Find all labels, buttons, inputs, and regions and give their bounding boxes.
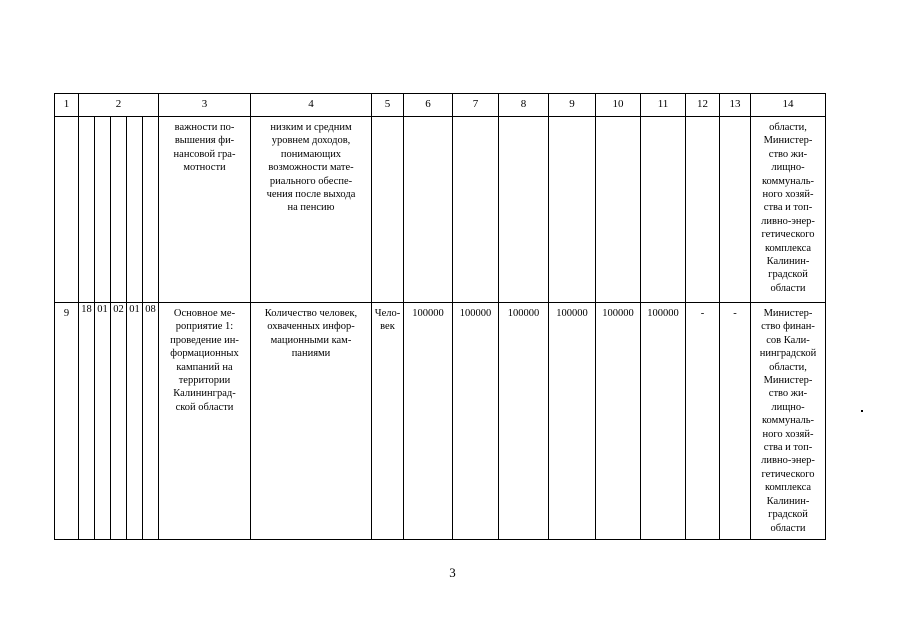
row2-col6-cell xyxy=(404,303,453,540)
row2-value-10: 100000 xyxy=(602,308,634,319)
row2-col3-cell xyxy=(159,303,251,540)
row1-col11-cell xyxy=(641,117,686,303)
row1-code-cell xyxy=(95,117,111,303)
row1-col10-cell xyxy=(596,117,641,303)
header-col-4: 4 xyxy=(251,94,372,117)
row2-number: 9 xyxy=(63,308,70,319)
row1-code-cell xyxy=(143,117,159,303)
header-row xyxy=(55,94,826,117)
header-col-7: 7 xyxy=(453,94,499,117)
row2-value-12: - xyxy=(700,308,705,319)
row1-col13-cell xyxy=(720,117,751,303)
row2-event-name: Основное ме- роприятие 1: проведение ин- формационных кампаний на территории Калининград- ской области xyxy=(170,308,239,413)
row2-value-11: 100000 xyxy=(647,308,679,319)
table-row xyxy=(55,303,826,540)
row1-col8-cell xyxy=(499,117,549,303)
margin-dot xyxy=(861,410,863,412)
row1-code-cell xyxy=(79,117,95,303)
header-col-11: 11 xyxy=(641,94,686,117)
row2-col12-cell xyxy=(686,303,720,540)
row2-value-13: - xyxy=(733,308,737,319)
header-col-9: 9 xyxy=(549,94,596,117)
header-col-14: 14 xyxy=(751,94,826,117)
row1-col5-cell xyxy=(372,117,404,303)
row2-code-cell: 02 xyxy=(111,303,127,540)
row2-num-cell xyxy=(55,303,79,540)
header-col-5: 5 xyxy=(372,94,404,117)
page-number: 3 xyxy=(449,565,456,580)
row1-code-cell xyxy=(111,117,127,303)
row2-col4-cell xyxy=(251,303,372,540)
row2-col8-cell xyxy=(499,303,549,540)
row2-col5-cell xyxy=(372,303,404,540)
header-col-8: 8 xyxy=(499,94,549,117)
row1-col12-cell xyxy=(686,117,720,303)
program-table xyxy=(54,93,826,540)
row1-num-cell xyxy=(55,117,79,303)
row2-code-cell: 01 xyxy=(127,303,143,540)
row2-code-cell: 01 xyxy=(95,303,111,540)
row1-code-cell xyxy=(127,117,143,303)
row2-col9-cell xyxy=(549,303,596,540)
row2-code-cell: 18 xyxy=(79,303,95,540)
row1-event-name: важности по- вышения фи- нансовой гра- мотности xyxy=(173,122,236,174)
header-col-3: 3 xyxy=(159,94,251,117)
row1-col7-cell xyxy=(453,117,499,303)
row1-col9-cell xyxy=(549,117,596,303)
row2-col7-cell xyxy=(453,303,499,540)
row2-responsible: Министер- ство финан- сов Кали- нинградской области, Министер- ство жи- лищно- коммуналь- ного хозяй- ства и топ- ливно-энер- гетического комплекса Калинин- градской области xyxy=(759,308,817,534)
header-col-13: 13 xyxy=(720,94,751,117)
table-row xyxy=(55,117,826,303)
header-col-10: 10 xyxy=(596,94,641,117)
row1-col6-cell xyxy=(404,117,453,303)
header-col-12: 12 xyxy=(686,94,720,117)
row2-col13-cell xyxy=(720,303,751,540)
row2-value-7: 100000 xyxy=(459,308,492,319)
row1-indicator-name: низким и средним уровнем доходов, понимающих возможности мате- риального обеспе- чения после выхода на пенсию xyxy=(266,122,356,214)
row2-value-8: 100000 xyxy=(507,308,540,319)
row2-col14-cell xyxy=(751,303,826,540)
row2-col11-cell xyxy=(641,303,686,540)
row2-value-6: 100000 xyxy=(412,308,444,319)
row1-col14-cell xyxy=(751,117,826,303)
header-col-1: 1 xyxy=(55,94,79,117)
row2-indicator-name: Количество человек, охваченных инфор- мационными кам- паниями xyxy=(264,308,358,360)
row1-col3-cell xyxy=(159,117,251,303)
row1-responsible: области, Министер- ство жи- лищно- коммуналь- ного хозяй- ства и топ- ливно-энер- гетического комплекса Калинин- градской области xyxy=(761,122,815,294)
header-col-6: 6 xyxy=(404,94,453,117)
header-col-2: 2 xyxy=(79,94,159,117)
row2-value-9: 100000 xyxy=(556,308,588,319)
row1-col4-cell xyxy=(251,117,372,303)
row2-unit: Чело- век xyxy=(374,308,401,333)
row2-col10-cell xyxy=(596,303,641,540)
row2-code-cell: 08 xyxy=(143,303,159,540)
